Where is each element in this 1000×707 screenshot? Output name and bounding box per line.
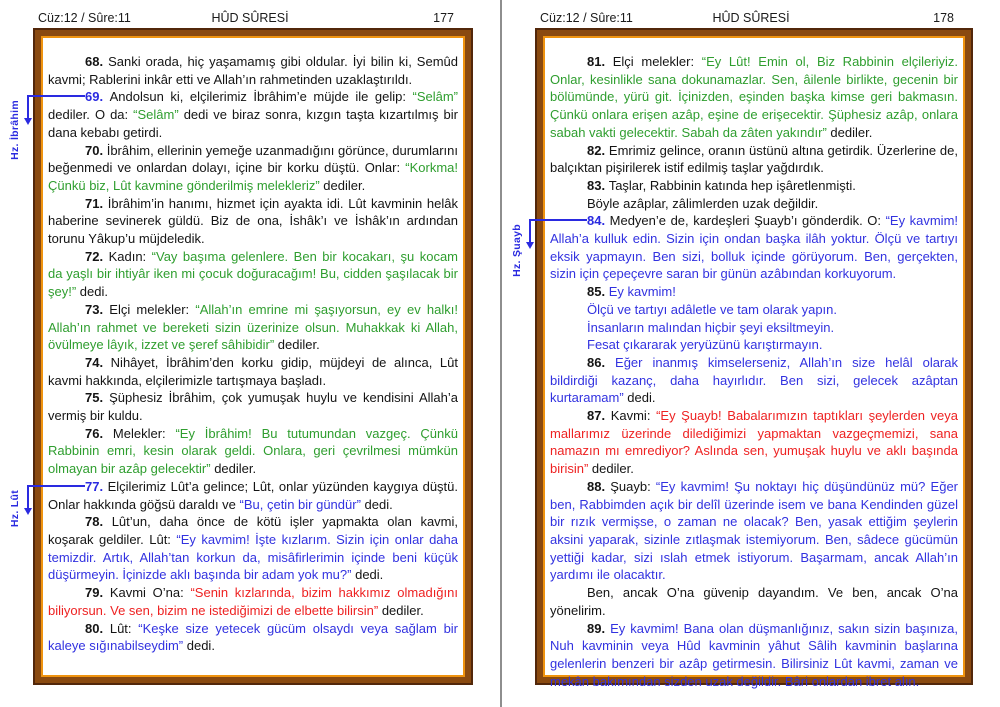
margin-label-lut: Hz. Lût: [9, 489, 21, 527]
verse-number: 77.: [85, 478, 108, 494]
verse-text: dediler. O da:: [48, 107, 134, 123]
verse-text: Nihâyet, İbrâhim’den korku gidip, müjdeyi de alınca, Lût kavmi hakkında, elçilerimizle tartışmaya başladı.: [48, 354, 458, 388]
verse-text: “Ey Şuayb! Babalarımızın taptıkları şeylerden veya mallarımız üzerinde dilediğimizi yapmaktan vazgeçmemizi, sana namazın mı emrediyor? Aslında sen, yumuşak huylu ve aklı başında birisin”: [550, 408, 959, 477]
page-frame: [511, 30, 971, 689]
verse-number: 72.: [85, 248, 109, 264]
verse-text: Kavmi O’na:: [109, 585, 191, 601]
verse-text: dediler.: [378, 602, 424, 618]
verse-paragraph: [550, 177, 958, 195]
verse-text: dedi.: [623, 390, 656, 406]
verse-text: İnsanların malından hiçbir şeyi eksiltmeyin.: [587, 319, 835, 335]
verse-text: dedi.: [351, 567, 384, 583]
verse-text: “Ey kavmim! Şu noktayı hiç düşündünüz mü? Eğer ben, Rabbimden açık bir delîl üzerinde isem ve bana Kendinden güzel bir rızık vermişse, o zaman ne olacak? Ben, yasak ettiğim şeylerin aksini yaparak, sizinle zıtlaşmak istemiyorum. Ben, sâdece gücümün yettiği kadar, sizi ıslah etmek istiyorum. Başarmam, ancak Allah’ın yardımı ile olacaktır.: [550, 478, 958, 583]
verse-text: dedi.: [76, 284, 108, 300]
margin-label-ibrahim: Hz. İbrâhim: [9, 100, 21, 161]
verse-text: dediler.: [274, 337, 320, 353]
sura-title: HÛD SÛRESİ: [712, 11, 790, 25]
page-number: 178: [933, 11, 954, 25]
verse-text: Elçi melekler:: [612, 54, 702, 69]
verse-text: Şüphesiz İbrâhim, çok yumuşak huylu ve kendisini Allah’a vermiş bir kuldu.: [48, 390, 458, 424]
verse-text: dediler.: [319, 177, 366, 193]
verse-text: Emrimiz gelince, oranın üstünü altına getirdik. Üzerlerine de, balçıktan pişirilerek istif edilmiş taşlar yağdırdık.: [550, 142, 958, 176]
verse-text: “Selâm”: [133, 107, 179, 123]
verse-number: 71.: [85, 195, 108, 211]
verse-text: İbrâhim, ellerinin yemeğe uzanmadığını görünce, durumlarını beğenmedi ve onlardan dolayı, içine bir korku düştü. Onlar:: [48, 142, 459, 176]
verse-pointer-lut: [9, 482, 85, 527]
pointer-line: [529, 219, 587, 221]
verse-text: dediler.: [826, 124, 873, 140]
verse-text: “Selâm”: [412, 89, 458, 105]
verse-paragraph: [48, 425, 458, 478]
down-arrow-icon: [24, 508, 32, 515]
verse-text: Kadın:: [108, 248, 152, 264]
page-right: [500, 0, 1000, 707]
verse-number: 73.: [85, 301, 110, 317]
sura-title: HÛD SÛRESİ: [211, 11, 289, 25]
verse-number: 79.: [85, 585, 110, 601]
verse-paragraph: [48, 142, 458, 195]
verse-text: “Senin kızlarında, bizim hakkımız olmadığını biliyorsun. Ve sen, bizim ne istediğimizi de elbette bilirsin”: [48, 585, 458, 618]
verse-paragraph: [48, 620, 458, 655]
verse-paragraph: [550, 354, 958, 407]
verse-text: Kavmi:: [610, 408, 657, 424]
verse-number: 84.: [587, 213, 610, 229]
verse-text: dedi ve biraz sonra, kızgın taşta kızartılmış bir dana kebabı getirdi.: [48, 107, 458, 140]
verse-number: 70.: [85, 142, 107, 158]
verse-text: Ey kavmim! Bana olan düşmanlığınız, sakın sizin başınıza, Nuh kavminin veya Hûd kavminin yâhut Sâlih kavminin başlarına gelenlerin benzeri bir azâp getirmesin. Bilirsiniz Lût kavmi, zaman ve mekân bakımından sizden uzak değildir. Bâri onlardan ibret alın.: [550, 620, 958, 689]
verse-number: 78.: [85, 514, 112, 530]
verse-text: “Vay başıma gelenlere. Ben bir kocakarı, şu kocam da yaşlı bir ihtiyâr iken mi çocuk doğuracağım! Bu, cidden şaşılacak bir şey!”: [48, 248, 458, 300]
verse-number: 85.: [587, 284, 609, 300]
verse-paragraph: [48, 513, 458, 584]
verse-number: 75.: [85, 390, 110, 406]
verse-text: dedi.: [360, 496, 393, 512]
verse-paragraph: [550, 195, 958, 213]
verse-text: “Ey kavmim! Allah’a kulluk edin. Sizin için ondan başka ilâh yoktur. Ölçü ve tartıyı eksik yapmayın. Ben sizi, bolluk içinde görüyorum. Ben, gerçekten, sizin için çepeçevre saran bir günün azâbından korkuyorum.: [550, 213, 959, 282]
verse-number: 87.: [587, 408, 611, 424]
verse-paragraph: [550, 53, 958, 142]
verse-text: Ben, ancak O’na güvenip dayandım. Ve ben, ancak O’na yönelirim.: [550, 585, 958, 618]
verse-paragraph: [550, 283, 958, 301]
verse-paragraph: [48, 354, 458, 389]
page-header: [502, 11, 1000, 27]
verse-number: 80.: [85, 620, 110, 636]
down-arrow-icon: [526, 242, 534, 249]
verse-text: “Ey İbrâhim! Bu tutumundan vazgeç. Çünkü Rabbinin emri, kesin olarak geldi. Onlara, geri çevrilmesi mümkün olmayan bir azâp gelecektir”: [48, 425, 458, 477]
verse-text: Sanki orada, hiç yaşamamış gibi oldular. İyi bilin ki, Semûd kavmi; Rablerini inkâr etti ve Allah’ın rahmetinden uzaklaştırıldı.: [48, 54, 459, 87]
verse-text: Lût:: [109, 620, 139, 636]
verse-paragraph: [48, 53, 458, 88]
verse-number: 88.: [587, 478, 611, 494]
verse-number: 68.: [85, 54, 109, 69]
page-number: 177: [433, 11, 454, 25]
verse-number: 89.: [587, 620, 611, 636]
verse-text: Böyle azâplar, zâlimlerden uzak değildir.: [587, 195, 819, 211]
verse-pointer-suayb: [511, 216, 587, 278]
verse-text: Lût’un, daha önce de kötü işler yapmakta olan kavmi, koşarak geldiler. Lût:: [48, 514, 459, 547]
verse-paragraph: [48, 248, 458, 301]
pointer-line: [27, 95, 29, 120]
verse-text: Şuayb:: [610, 478, 656, 494]
verse-number: 81.: [587, 54, 613, 69]
verse-paragraph: [550, 407, 958, 478]
pointer-line: [27, 485, 85, 487]
juz-sura-info: Cüz:12 / Sûre:11: [540, 11, 633, 25]
verse-text: Ey kavmim!: [608, 284, 676, 300]
verse-text: İbrâhim’in hanımı, hizmet için ayakta idi. Lût kavminin helâk haberine sevinerek güldü. Biz de ona, İshâk’ı ve İshâk’ın ardından torunu Yâkup’u müjdeledik.: [48, 195, 459, 247]
verses-container: [9, 36, 465, 677]
juz-sura-info: Cüz:12 / Sûre:11: [38, 11, 131, 25]
verses-container: [511, 36, 965, 689]
verse-text: dediler.: [210, 461, 257, 477]
page-header: [0, 11, 500, 27]
verse-paragraph: [550, 142, 958, 177]
verse-number: 83.: [587, 177, 609, 193]
verse-paragraph: [550, 478, 958, 584]
verse-paragraph: [550, 620, 958, 691]
pointer-line: [529, 219, 531, 244]
verse-paragraph: [550, 584, 958, 619]
verse-text: dedi.: [183, 638, 215, 654]
verse-text: Fesat çıkararak yeryüzünü karıştırmayın.: [587, 337, 823, 353]
verse-paragraph: [550, 336, 958, 354]
verse-text: Andolsun ki, elçilerimiz İbrâhim’e müjde ile gelip:: [109, 89, 413, 105]
verse-paragraph: [48, 584, 458, 619]
verse-paragraph: [550, 301, 958, 319]
verse-text: Eğer inanmış kimselerseniz, Allah’ın size helâl olarak bildirdiği kazanç, daha hayırlıdır. Ben sizi, gelecek azâptan kurtaramam”: [550, 354, 958, 406]
verse-text: “Korkma! Çünkü biz, Lût kavmine gönderilmiş melekleriz”: [48, 160, 458, 193]
verse-text: Taşlar, Rabbinin katında hep işâretlenmişti.: [608, 177, 856, 193]
verse-text: Medyen’e de, kardeşleri Şuayb’ı gönderdik. O:: [609, 213, 886, 229]
verse-number: 82.: [587, 142, 609, 158]
verse-text: “Allah’ın emrine mi şaşıyorsun, ey ev halkı! Allah’ın rahmet ve bereketi sizin üzerinize olsun. Muhakkak ki Allah, övülmeye lâyık, izzet ve şeref sâhibidir”: [48, 301, 458, 353]
verse-text: Ölçü ve tartıyı adâletle ve tam olarak yapın.: [587, 301, 838, 317]
verse-text: “Ey kavmim! İşte kızlarım. Sizin için onlar daha temizdir. Artık, Allah’tan korkun da, misâfirlerimin içinde beni küçük düşürmeyin. İçinizde aklı başında bir adam yok mu?”: [48, 531, 458, 583]
down-arrow-icon: [24, 118, 32, 125]
verse-text: Elçi melekler:: [109, 301, 196, 317]
verse-number: 86.: [587, 354, 616, 370]
margin-label-suayb: Hz. Şuayb: [511, 224, 523, 278]
verse-text: Melekler:: [112, 425, 176, 441]
verse-paragraph: [550, 319, 958, 337]
verse-number: 69.: [85, 89, 110, 105]
verse-paragraph: [48, 301, 458, 354]
verse-text: “Bu, çetin bir gündür”: [239, 496, 361, 512]
verse-paragraph: [48, 195, 458, 248]
verse-text: Elçilerimiz Lût’a gelince; Lût, onlar yüzünden kaygıya düştü. Onlar hakkında göğsü daraldı ve: [48, 478, 459, 512]
verse-paragraph: [48, 389, 458, 424]
verse-number: 74.: [85, 354, 111, 370]
pointer-line: [27, 485, 29, 510]
verse-text: “Ey Lût! Emin ol, Biz Rabbinin elçileriyiz. Onlar, kesinlikle sana dokunamazlar. Sen, âilenle birlikte, gecenin bir bölümünde, yürü git. İçinizden, eşinden başka kimse geri bakmasın. Çünkü onlara erişen azâp, eşine de erişecektir. Şüphesiz azâp, onlara sabah vakti gelecektir. Sabah da zâten yakındır”: [550, 54, 958, 140]
verse-pointer-ibrahim: [9, 92, 85, 161]
verse-number: 76.: [85, 425, 113, 441]
page-frame: [9, 30, 471, 683]
pointer-line: [27, 95, 85, 97]
verse-text: dediler.: [588, 461, 634, 477]
verse-paragraph: [511, 212, 959, 283]
verse-text: “Keşke size yetecek gücüm olsaydı veya sağlam bir kaleye sığınabilseydim”: [48, 620, 459, 654]
